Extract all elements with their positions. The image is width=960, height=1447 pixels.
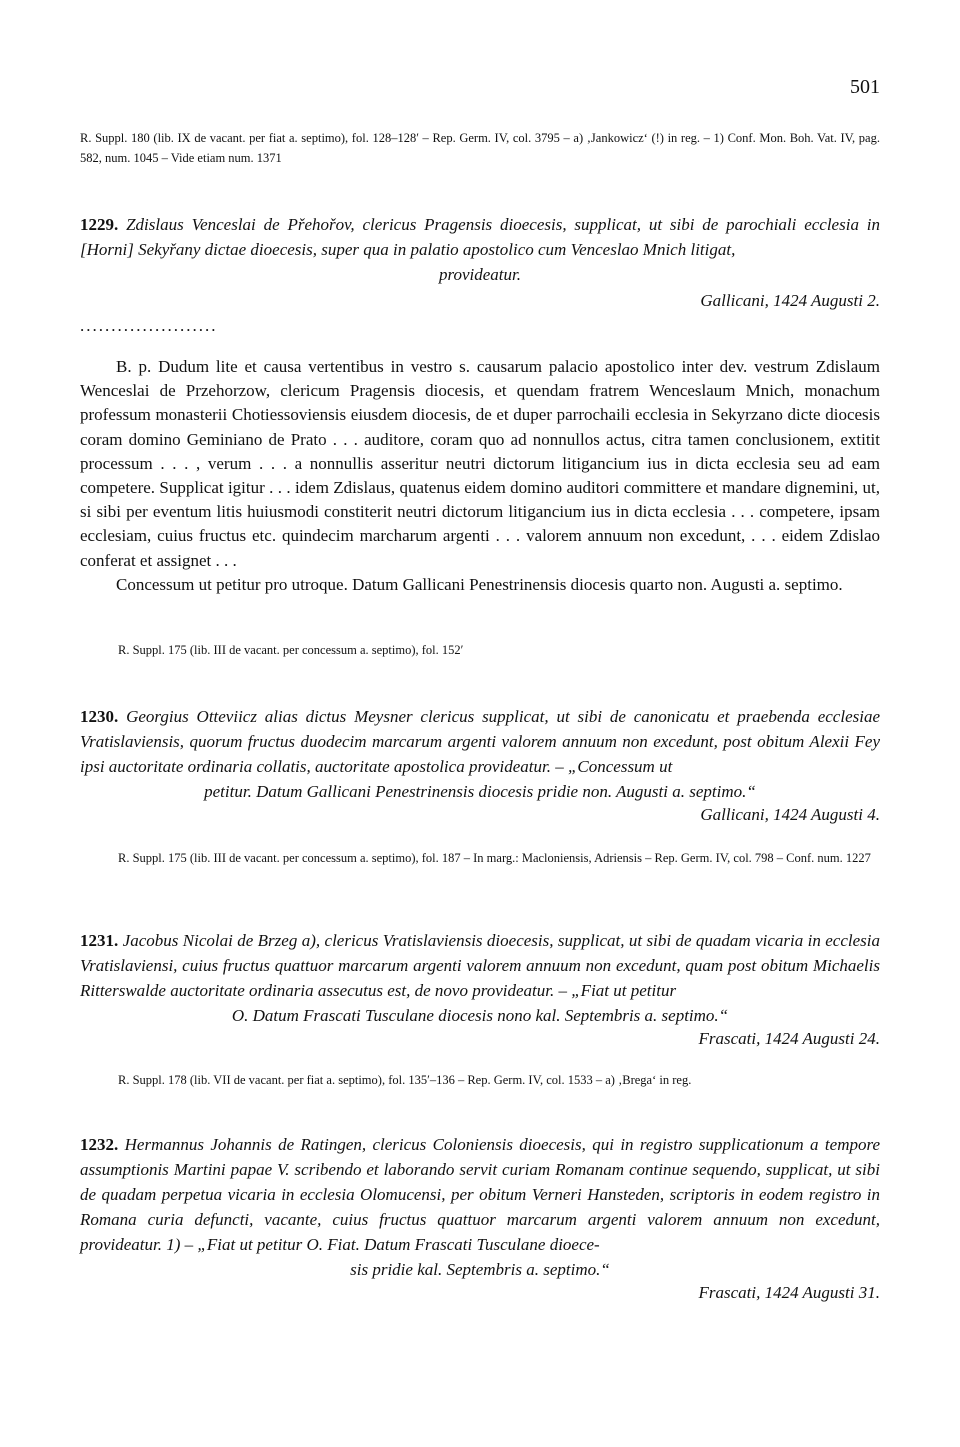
entry-1230-date: Gallicani, 1424 Augusti 4. bbox=[700, 805, 880, 824]
entry-number: 1231. bbox=[80, 931, 119, 950]
entry-text: Hermannus Johannis de Ratingen, clericus Coloniensis dioecesis, qui in registro supplicationum a tempore assumptionis Martini papae V. scribendo et laborando servit curiam Romanam continue sequendo, supplicat, ut sibi de quadam perpetua vicaria in ecclesia Olomucensi, per obitum Verneri Hansteden, scriptoris in eodem registro in Romana curia defuncti, vacante, cuius fructus quattuor marcarum argenti valorem annuum non excedunt, provideatur. 1) – „Fiat ut petitur O. Fiat. Datum Frascati Tusculane dioece- bbox=[80, 1135, 881, 1254]
entry-text: Jacobus Nicolai de Brzeg a), clericus Vratislaviensis dioecesis, supplicat, ut sibi de quadam vicaria in ecclesia Vratislaviensi, cuius fructus quattuor marcarum argenti valorem annuum non excedunt, quam post obitum Michaelis Ritterswalde auctoritate ordinaria assecutus est, de novo provideatur. – „Fiat ut petitur bbox=[80, 931, 881, 1000]
entry-1231-regest bbox=[80, 928, 880, 1028]
page-number: 501 bbox=[850, 76, 880, 98]
entry-1232-regest bbox=[80, 1132, 880, 1282]
entry-number: 1230. bbox=[80, 707, 119, 726]
entry-1231-date: Frascati, 1424 Augusti 24. bbox=[698, 1029, 880, 1048]
entry-1229-body bbox=[80, 355, 880, 597]
entry-text-center: O. Datum Frascati Tusculane diocesis nono kal. Septembris a. septimo.“ bbox=[231, 1006, 729, 1025]
entry-1230-regest bbox=[80, 704, 880, 804]
entry-number: 1229. bbox=[80, 215, 119, 234]
entry-text-center: petitur. Datum Gallicani Penestrinensis diocesis pridie non. Augusti a. septimo.“ bbox=[204, 782, 756, 801]
entry-1232-date: Frascati, 1424 Augusti 31. bbox=[698, 1283, 880, 1302]
entry-text-center: sis pridie kal. Septembris a. septimo.“ bbox=[350, 1260, 610, 1279]
entry-text: Zdislaus Venceslai de Přehořov, clericus Pragensis dioecesis, supplicat, ut sibi de parochiali ecclesia in [Horni] Sekyřany dictae dioecesis, super qua in palatio apostolico cum Venceslao Mnich litigat, bbox=[80, 215, 881, 259]
entry-1229-note: R. Suppl. 175 (lib. III de vacant. per concessum a. septimo), fol. 152′ bbox=[118, 643, 464, 657]
body-paragraph-1: B. p. Dudum lite et causa vertentibus in vestro s. causarum palacio apostolico inter dev. vestrum Zdislaum Wenceslai de Przehorzow, clericum Pragensis diocesis, et quendam fratrem Wenceslaum Mnich, monachum professum monasterii Chotiessoviensis eiusdem diocesis, de et duper parrochaili ecclesia in Sekyrzano dicte diocesis coram domino Geminiano de Prato . . . auditore, coram quo ad nonnullos actus, citra tamen conclusionem, extitit processum . . . , verum . . . a nonnullis asseritur neutri dictorum litigancium ius in dicta ecclesia seu ad eam competere. Supplicat igitur . . . idem Zdislaus, quatenus eidem domino auditori committere et mandare dignemini, ut, si sibi per eventum litis huiusmodi constiterit neutri dictorum litigancium ius in dicta ecclesia . . . competere, ipsam ecclesiam, cuius fructus etc. quindecim marcharum argenti . . . valorem annuum non excedunt, . . . eidem Zdislao conferat et assignet . . . bbox=[80, 357, 880, 570]
entry-1229-regest bbox=[80, 212, 880, 287]
entry-text: Georgius Otteviicz alias dictus Meysner clericus supplicat, ut sibi de canonicatu et praebenda ecclesiae Vratislaviensis, quorum fructus duodecim marcarum argenti valorem annuum non excedunt, post obitum Alexii Fey ipsi auctoritate ordinaria collatis, auctoritate apostolica provideatur. – „Concessum ut bbox=[80, 707, 881, 776]
body-paragraph-2: Concessum ut petitur pro utroque. Datum Gallicani Penestrinensis diocesis quarto non. Augusti a. septimo. bbox=[116, 574, 843, 594]
entry-number: 1232. bbox=[80, 1135, 119, 1154]
entry-text-center: provideatur. bbox=[438, 265, 521, 284]
omission-dots: ...................... bbox=[80, 316, 218, 335]
entry-1230-note: R. Suppl. 175 (lib. III de vacant. per concessum a. septimo), fol. 187 – In marg.: Macloniensis, Adriensis – Rep. Germ. IV, col. 798 – Conf. num. 1227 bbox=[118, 851, 871, 865]
entry-1229-date: Gallicani, 1424 Augusti 2. bbox=[700, 291, 880, 310]
entry-1231-note: R. Suppl. 178 (lib. VII de vacant. per fiat a. septimo), fol. 135′–136 – Rep. Germ. IV, col. 1533 – a) ‚Brega‘ in reg. bbox=[118, 1073, 692, 1087]
top-footnote: R. Suppl. 180 (lib. IX de vacant. per fiat a. septimo), fol. 128–128′ – Rep. Germ. IV, col. 3795 – a) ‚Jankowicz‘ (!) in reg. – 1) Conf. Mon. Boh. Vat. IV, pag. 582, num. 1045 – Vide etiam num. 1371 bbox=[80, 131, 880, 165]
